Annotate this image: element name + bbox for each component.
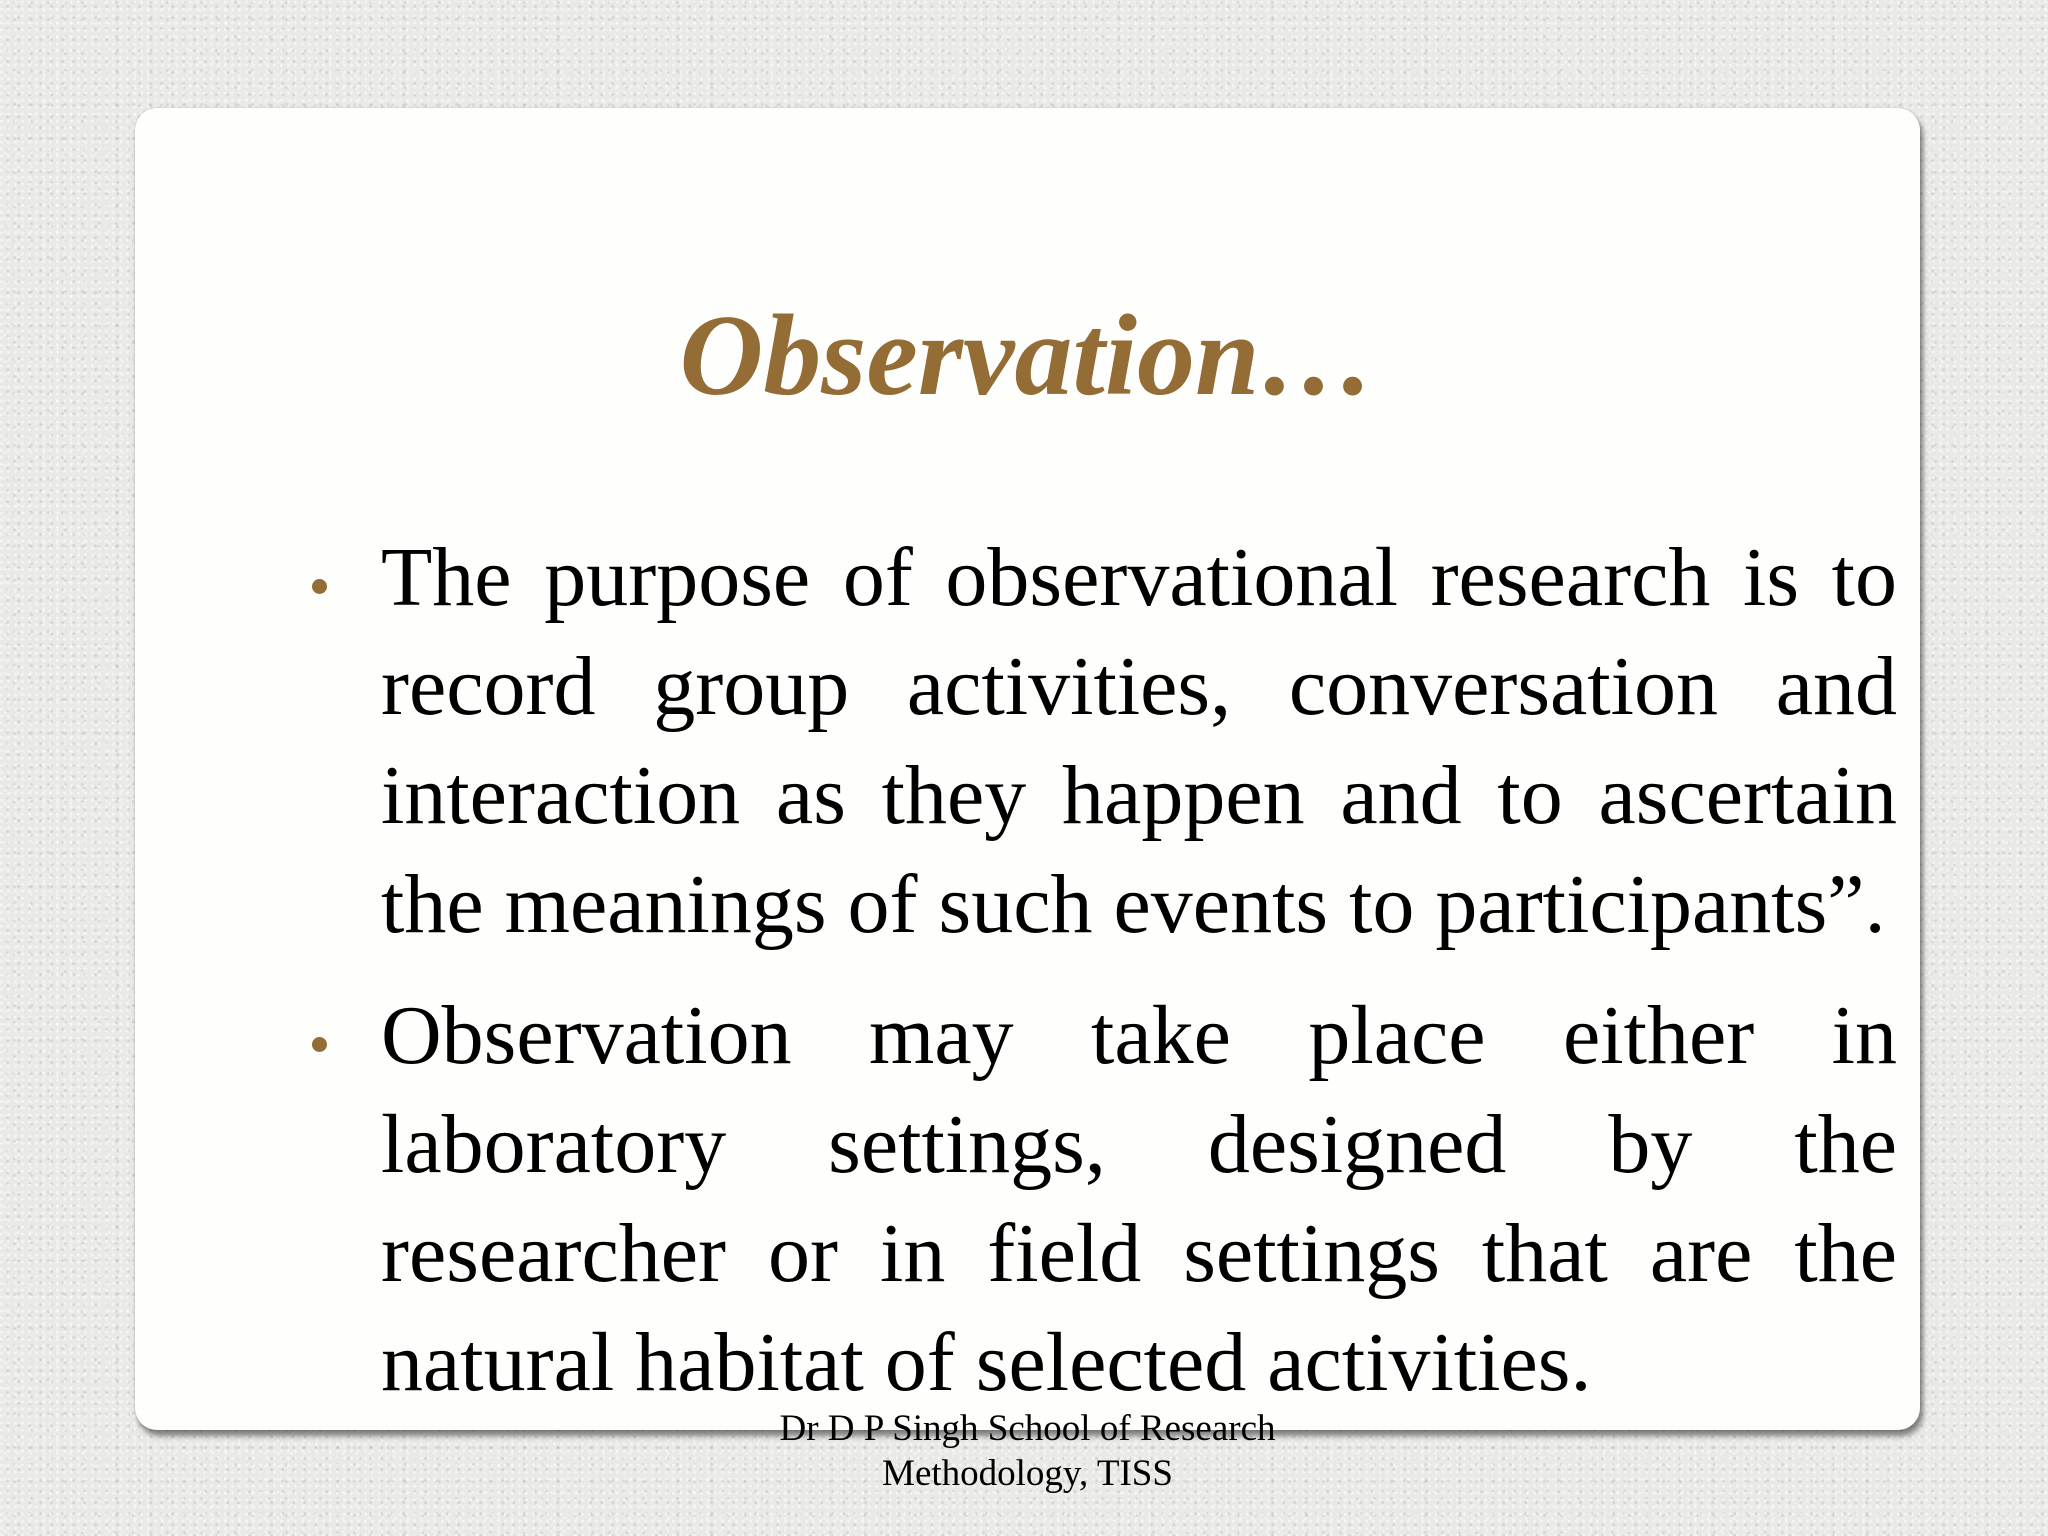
slide-footer: [135, 1406, 1920, 1496]
footer-line-institution: Methodology, TISS: [882, 1453, 1173, 1494]
slide-title: Observation…: [679, 292, 1376, 420]
slide-card: [135, 108, 1920, 1494]
bullet-text: The purpose of observational research is to record group activities, conversation and interaction as they happen and to ascertain the meanings of such events to participants”.: [381, 531, 1897, 951]
bullet-text: Observation may take place either in laboratory settings, designed by the researcher or in field settings that are the natural habitat of selected activities.: [381, 989, 1897, 1409]
footer-line-author: Dr D P Singh School of Research: [779, 1408, 1276, 1449]
bullet-item: [243, 981, 1897, 1417]
bullet-dot-icon: [312, 1037, 327, 1052]
bullet-item: [243, 523, 1897, 959]
bullet-list: [243, 523, 1897, 1439]
bullet-dot-icon: [312, 579, 327, 594]
